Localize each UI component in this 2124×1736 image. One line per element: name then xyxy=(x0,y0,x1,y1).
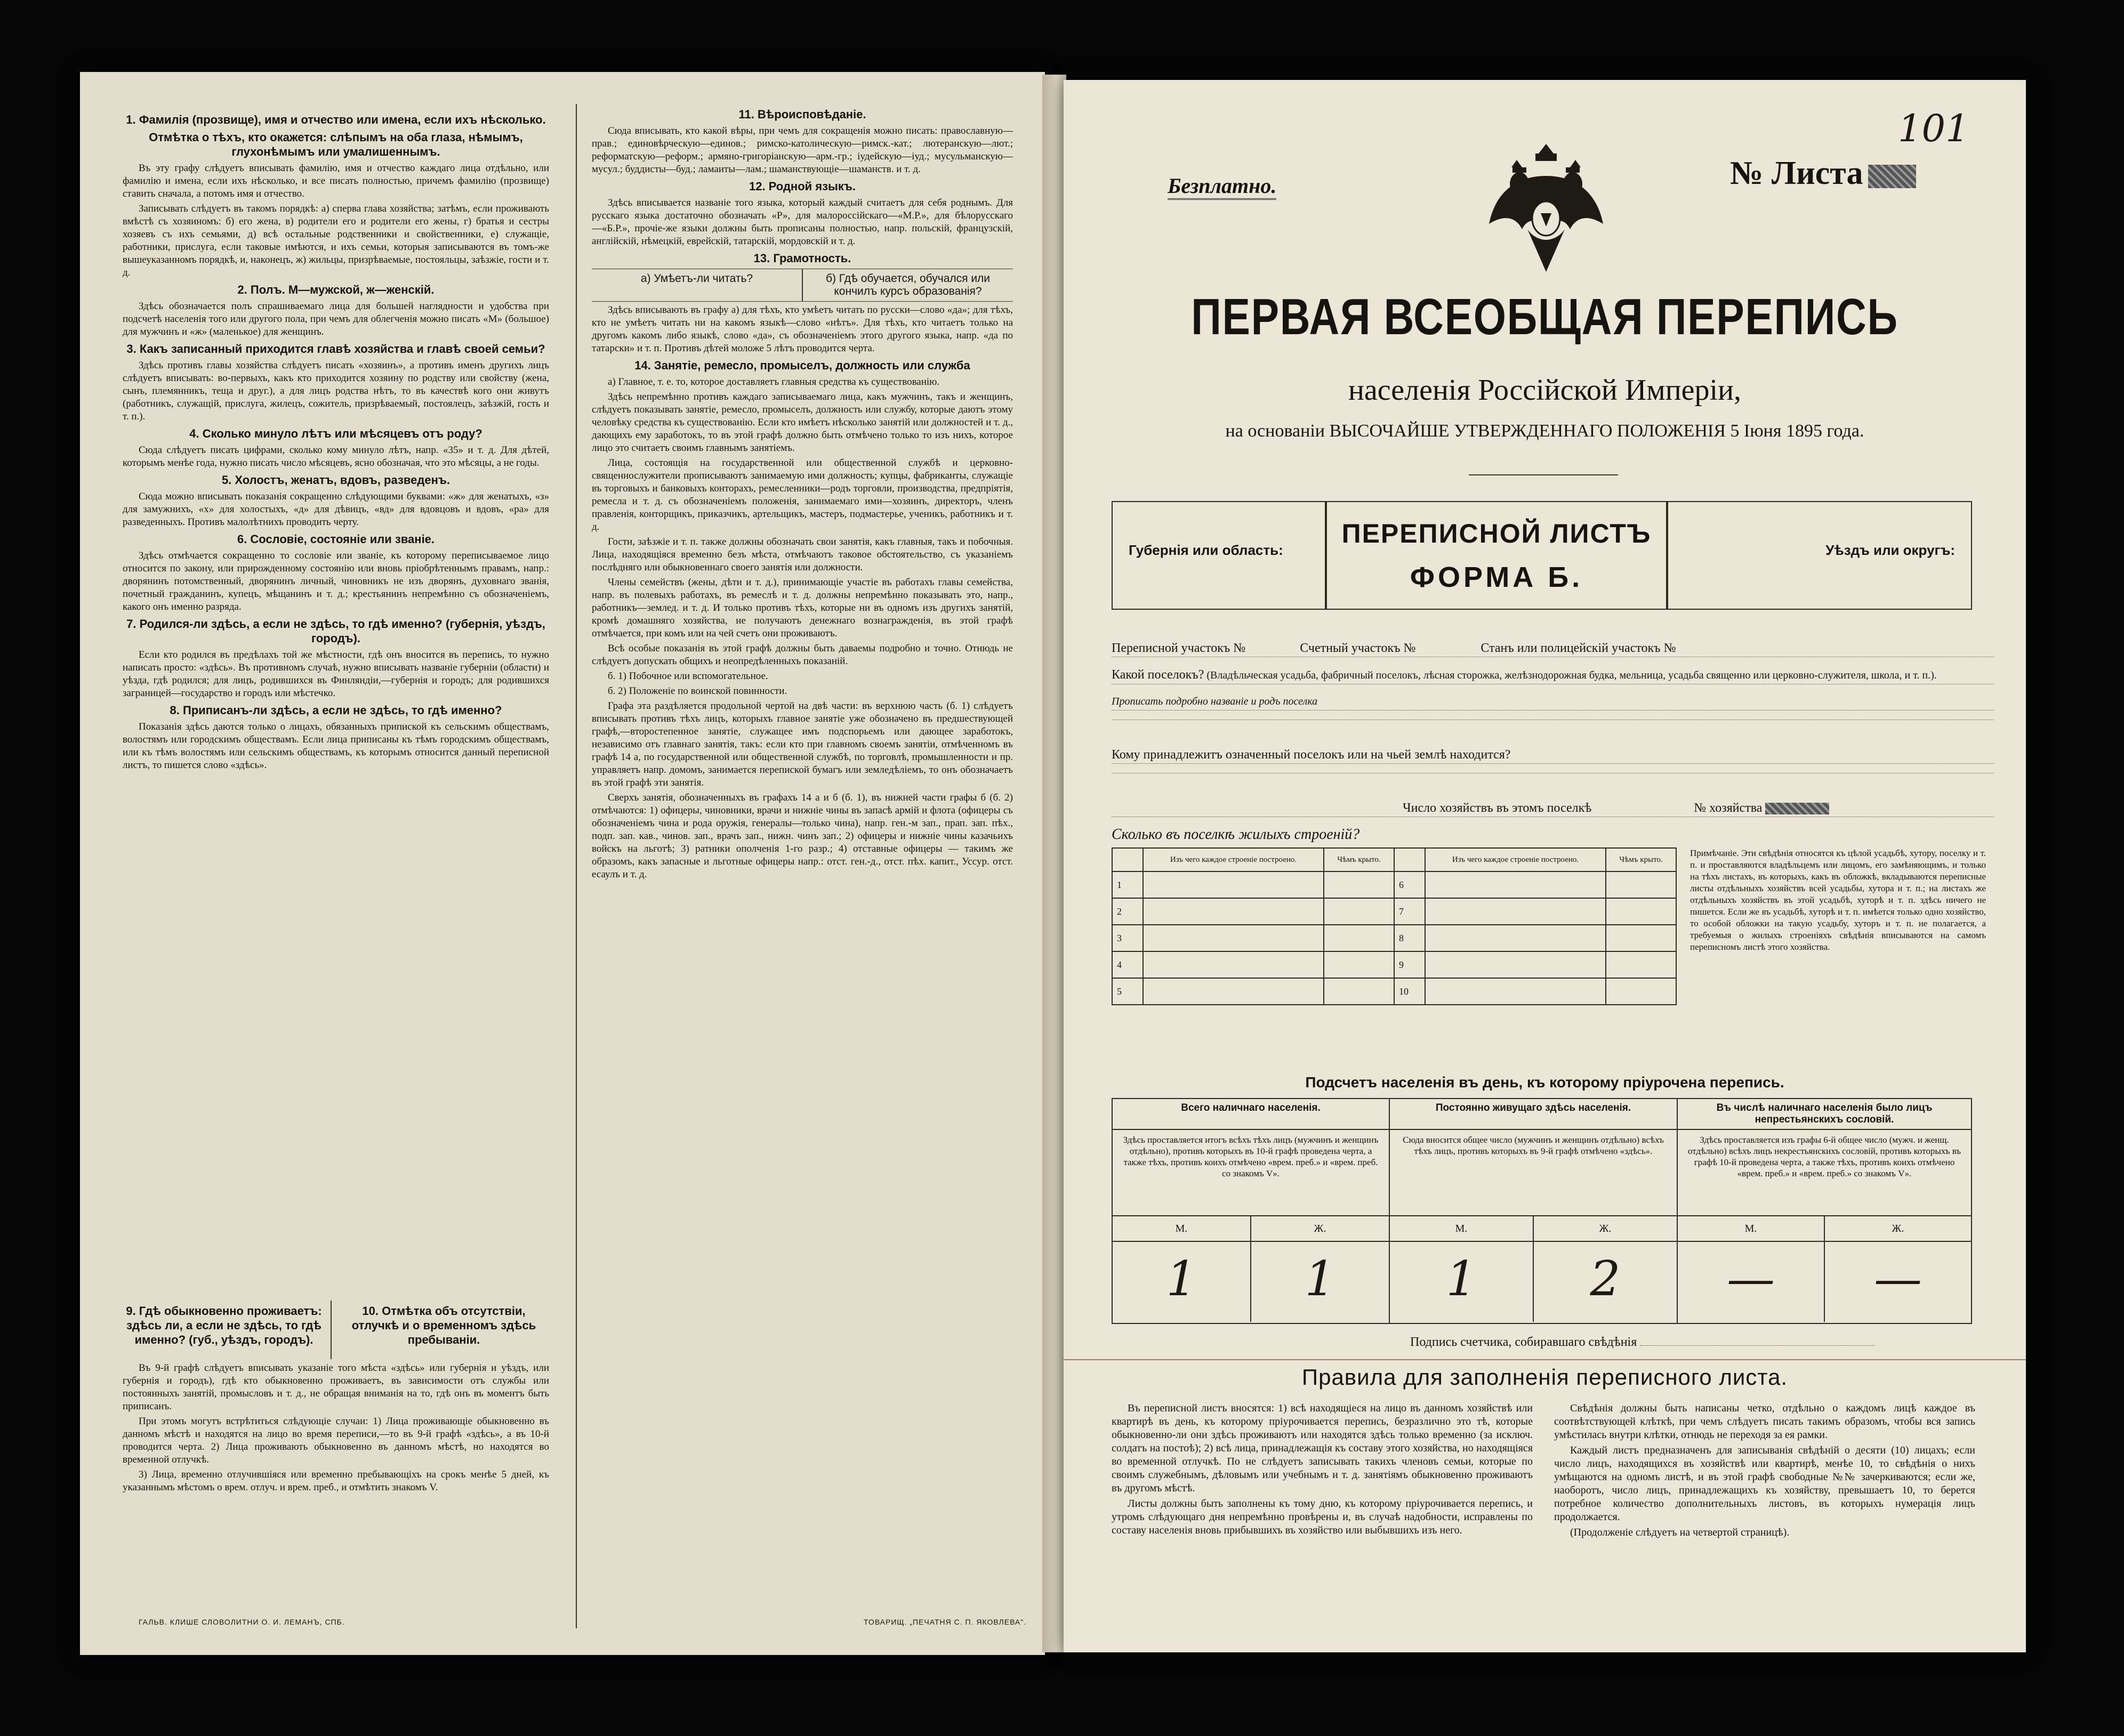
table-row xyxy=(1112,978,1676,1005)
building-number: 10 xyxy=(1394,978,1425,1005)
households-row: Число хозяйствъ въ этомъ поселкѣ № хозяйства xyxy=(1112,800,1994,817)
count-table xyxy=(1112,1098,1972,1324)
male-label: М. xyxy=(1678,1216,1825,1241)
imperial-eagle-emblem xyxy=(1485,139,1607,277)
buildings-material-header: Изъ чего каждое строеніе построено. xyxy=(1425,848,1606,871)
split-heading-a: а) Умѣетъ-ли читать? xyxy=(592,269,803,301)
building-material-cell xyxy=(1425,871,1606,898)
signature-row: Подпись счетчика, собиравшаго свѣдѣнія xyxy=(1410,1335,1874,1350)
building-material-cell xyxy=(1143,898,1324,925)
building-number: 8 xyxy=(1394,925,1425,951)
count-title: Подсчетъ населенія въ день, къ которому пріурочена перепись. xyxy=(1305,1074,1784,1091)
paragraph: Сюда можно вписывать показанія сокращенно слѣдующими буквами: «ж» для женатыхъ, «з» для замужнихъ, «х» для холостыхъ, «д» для дѣвицъ, «вд» для вдовцовъ и вдовъ, «ра» для разведенныхъ. Противъ малолѣтнихъ проводить черту. xyxy=(123,491,549,528)
section-heading: 13. Грамотность. xyxy=(753,252,851,265)
paragraph: Здѣсь вписывается названіе того языка, который каждый считаетъ для себя роднымъ. Для русскаго языка достаточно обозначать «Р», для малороссійскаго—«М.Р.», для бѣлорусскаго—«Б.Р.», прочіе-же языки должны быть прописаны полностью, напр. польскій, французскій, англійскій, нѣмецкій, еврейскій, татарскій, мордовскій и т. д. xyxy=(592,197,1013,247)
paragraph: б. 2) Положеніе по воинской повинности. xyxy=(608,685,787,697)
rules-title: Правила для заполненія переписного листа. xyxy=(1301,1364,1788,1390)
form-title: ПЕРЕПИСНОЙ ЛИСТЪ xyxy=(1341,519,1652,548)
title-rule xyxy=(1469,474,1618,475)
rule-paragraph: Въ переписной листъ вносятся: 1) всѣ находящіеся на лицо въ данномъ хозяйствѣ или квартирѣ въ день, къ которому пріурочивается перепись, безразлично это тѣ, которые обыкновенно-ли они здѣсь проживаютъ или находятся здѣсь только временно (за исключ. солдатъ на постоѣ); 2) всѣ лица, принадлежащія къ составу этого хозяйства, но находящіяся во временной отлучкѣ. По не слѣдуетъ записывать такихъ членовъ семьи, которые по своимъ служебнымъ, дѣловымъ или учебнымъ и т. д. занятіямъ обыкновенно проживаютъ въ другомъ мѣстѣ. xyxy=(1112,1402,1533,1494)
building-material-cell xyxy=(1425,951,1606,978)
buildings-label: Сколько въ поселкѣ жилыхъ строеній? xyxy=(1112,826,1360,843)
paragraph: 3) Лица, временно отлучившіяся или временно пребывающіхъ на срокъ менѣе 5 дней, къ указаннымъ мѣстомъ о врем. отлуч. и врем. преб., и отмѣтить знакомъ V. xyxy=(123,1469,549,1493)
female-count: 2 xyxy=(1590,1251,1621,1307)
paragraph: Въ эту графу слѣдуетъ вписывать фамилію, имя и отчество каждаго лица отдѣльно, или фамилію и имена, если ихъ нѣсколько, и все писать полностью, причемъ фамилію (прозвище) ставить сначала, а потомъ имя и отчество. xyxy=(123,163,549,199)
section-heading: 11. Вѣроисповѣданіе. xyxy=(738,108,866,121)
paragraph: Сюда вписывать, кто какой вѣры, при чемъ для сокращенія можно писать: православную—прав.; единовѣрческую—единов.; римско-католическую—римск.-кат.; лютеранскую—лют.; реформатскую—реформ.; армяно-григоріанскую—арм.-гр.; іудейскую—іуд.; мусульманскую—мусул.; буддисты—буд.; ламаиты—лам.; шаманствующіе—шаманств. и т. д. xyxy=(592,125,1013,175)
male-count: — xyxy=(1678,1242,1825,1322)
rule-paragraph: Свѣдѣнія должны быть написаны четко, отдѣльно о каждомъ лицѣ каждое въ соотвѣтствующей клѣткѣ, при чемъ слѣдуетъ писать такимъ образомъ, чтобы вся запись умѣстилась внутри клѣтки, отнюдь не переходя за ея рамки. xyxy=(1554,1402,1975,1441)
female-label: Ж. xyxy=(1314,1223,1326,1234)
census-subtitle: населенія Россійской Имперіи, xyxy=(1348,374,1742,407)
section-heading: 4. Сколько минуло лѣтъ или мѣсяцевъ отъ роду? xyxy=(189,427,482,440)
heading-10 xyxy=(339,1301,549,1359)
split-heading-b: б) Гдѣ обучается, обучался или кончилъ курсъ образованія? xyxy=(825,272,991,297)
building-material-cell xyxy=(1425,978,1606,1005)
female-label: Ж. xyxy=(1599,1223,1612,1234)
left-column-1-bottom xyxy=(123,1362,549,1596)
male-label: М. xyxy=(1113,1216,1251,1241)
male-count: 1 xyxy=(1390,1242,1534,1322)
count-column-header: Въ числѣ наличнаго населенія было лицъ непрестьянскихъ сословій. xyxy=(1678,1099,1971,1130)
sex-header-row xyxy=(1390,1215,1677,1242)
paragraph: Всѣ особые показанія въ этой графѣ должны быть даваемы подробно и точно. Отнюдь не слѣдуетъ допускать общихъ и неопредѣленныхъ показаній. xyxy=(592,643,1013,667)
guberniya-box xyxy=(1112,501,1327,610)
section-heading: 12. Родной языкъ. xyxy=(749,180,856,193)
rule-paragraph: Каждый листъ предназначенъ для записыванія свѣдѣній о десяти (10) лицахъ; если число лицъ, находящихся въ хозяйствѣ или квартирѣ, менѣе 10, то свѣдѣнія о нихъ умѣщаются на одномъ листѣ, и въ этой графѣ свободные №№ зачеркиваются; если же, наоборотъ, число лицъ, принадлежащихъ къ хозяйству, превышаетъ 10, то берется потребное количество дополнительныхъ листовъ, въ которыхъ нумерація лицъ продолжается. xyxy=(1554,1444,1975,1523)
section-heading: 5. Холостъ, женатъ, вдовъ, разведенъ. xyxy=(221,473,450,487)
building-roof-cell xyxy=(1324,925,1394,951)
paragraph: Здѣсь непремѣнно противъ каждаго записываемаго лица, какъ мужчинъ, такъ и женщинъ, слѣдуетъ показывать занятіе, ремесло, промыселъ, должность или службу, которые даютъ этому человѣку средства къ существованію. Если кто имѣетъ нѣсколько занятій или должностей и т. д., дающихъ ему заработокъ, то въ этой графѣ должно быть отмѣчено только то изъ нихъ, которое лицо это считаетъ своимъ главнымъ занятіемъ. xyxy=(592,391,1013,454)
building-roof-cell xyxy=(1606,951,1676,978)
paragraph: При этомъ могутъ встрѣтиться слѣдующіе случаи: 1) Лица проживающіе обыкновенно въ данномъ мѣстѣ и находятся на лицо во время переписи,—то въ 9-й графѣ «здѣсь», а въ 10-й проводится черта. 2) Лица проживають обыкновенно въ данномъ мѣстѣ, но находятся во временной отлучкѣ. xyxy=(123,1416,549,1465)
building-roof-cell xyxy=(1606,925,1676,951)
paragraph: б. 1) Побочное или вспомогательное. xyxy=(608,671,768,682)
paragraph: Графа эта раздѣляется продольной чертой на двѣ части: въ верхнюю часть (б. 1) слѣдуетъ вписывать противъ тѣхъ лицъ, которыхъ главное занятіе уже обозначено въ предшествующей графѣ,—второстепенное занятіе, служащее имъ подспорьемъ или дающее заработокъ, независимо отъ главнаго занятія, такъ: если кто при главномъ своемъ занятіи, отмѣченномъ въ графѣ 14 а, по государственной или общественной службѣ, по торговлѣ, промышленности и пр. управляетъ напр. домомъ, занимается перепиской бумагъ или земледѣліемъ, то онъ обозначаетъ въ этой графѣ эти занятія. xyxy=(592,700,1013,788)
table-row xyxy=(1112,951,1676,978)
count-values-row xyxy=(1113,1242,1389,1322)
table-row xyxy=(1112,925,1676,951)
paragraph: Здѣсь противъ главы хозяйства слѣдуетъ писать «хозяинъ», а противъ именъ другихъ лицъ слѣдуетъ вписывать: во-первыхъ, какъ кто приходится хозяину по родству или свойству (жена, сынъ, племянникъ, теща и друг.), а для лицъ родства нѣтъ, то въ качествѣ кого они живутъ (работникъ, служащій, прислуга, жилецъ, сожитель, призрѣваемый, постоялецъ, заѣзжій, гость и т. п.). xyxy=(123,360,549,422)
heading-9-text: 9. Гдѣ обыкновенно проживаетъ: здѣсь ли, а если не здѣсь, то гдѣ именно? (губ., уѣздъ, городъ). xyxy=(126,1304,322,1346)
section-heading: 6. Сословіе, состояніе или званіе. xyxy=(237,532,435,546)
free-label: Безплатно. xyxy=(1168,173,1276,200)
paragraph: Если кто родился въ предѣлахъ той же мѣстности, гдѣ онъ вносится въ перепись, то нужно написать просто: «здѣсь». Въ противномъ случаѣ, нужно вписывать названіе губерніи (области) и уѣзда, гдѣ родился; для лицъ, родившихся въ Финляндіи,—губернія и городъ; для родившихся заграницей—государство и городъ или мѣстечко. xyxy=(123,649,549,699)
female-count: — xyxy=(1874,1251,1922,1307)
buildings-roof-header: Чѣмъ крыто. xyxy=(1606,848,1676,871)
imprint-right: ТОВАРИЩ. „ПЕЧАТНЯ С. П. ЯКОВЛЕВА". xyxy=(864,1618,1027,1626)
male-label: М. xyxy=(1390,1216,1534,1241)
fold-line xyxy=(1064,1359,2026,1360)
sex-header-row xyxy=(1113,1215,1389,1242)
sex-header-row xyxy=(1678,1215,1971,1242)
building-roof-cell xyxy=(1606,978,1676,1005)
paragraph: Сверхъ занятія, обозначенныхъ въ графахъ 14 а и б (б. 1), въ нижней части графы б (б. 2) отмѣчаются: 1) офицеры, чиновники, врачи и нижніе чины въ запасѣ армій и флота (офицеры съ обозначеніемъ чина и рода оружія, генералы—только чина), напр. ген.-м зап., прап. зап. пѣх., подп. зап. кав., чинов. зап., врачъ зап., нижн. чинъ зап.; 2) офицеры и нижніе чины казачьихъ войскъ на льготѣ; 3) ратники ополченія 1-го разр.; 4) отставные офицеры — такимъ же образомъ, какъ запасные и льготные офицеры напр.: отст. ген.-д., отст. пѣх. капит., Уссур. отст. есаулъ и т. д. xyxy=(592,792,1013,880)
count-column-description: Здѣсь проставляется итогъ всѣхъ тѣхъ лицъ (мужчинъ и женщинъ отдѣльно), противъ которыхъ въ 10-й графѣ проведена черта, а также тѣхъ, противъ коихъ отмѣчено «врем. преб.» и «врем. преб. со знакомъ V». xyxy=(1123,1135,1379,1178)
buildings-material-header: Изъ чего каждое строеніе построено. xyxy=(1143,848,1324,871)
table-row xyxy=(1112,898,1676,925)
heading-9 xyxy=(123,1301,325,1359)
paragraph: Здѣсь отмѣчается сокращенно то сословіе или званіе, къ которому переписываемое лицо относится по закону, или прирожденному состоянію или вновь пріобрѣтеннымъ правамъ, напр.: дворянинъ потомственный, дворянинъ личный, чиновникъ не изъ дворянъ, духовнаго званія, почетный гражданинъ, купецъ, мѣщанинъ и т. д.; крестьянинъ непремѣнно съ обозначеніемъ, какого онъ именно разряда. xyxy=(123,550,549,612)
left-column-1 xyxy=(123,109,549,1298)
rules-column-1 xyxy=(1112,1402,1533,1631)
building-roof-cell xyxy=(1606,898,1676,925)
building-number: 2 xyxy=(1112,898,1143,925)
section-heading: 14. Занятіе, ремесло, промыселъ, должность или служба xyxy=(634,359,970,372)
building-number: 5 xyxy=(1112,978,1143,1005)
building-number: 1 xyxy=(1112,871,1143,898)
paragraph: Показанія здѣсь даются только о лицахъ, обязанныхъ припиской къ сельскимъ обществамъ, волостямъ или городскимъ обществамъ. Если лица приписаны къ тѣмъ городскимъ обществамъ, или къ тѣмъ волостямъ или сельскимъ обществамъ, къ которымъ относится данный переписной листъ, то пишется слово «здѣсь». xyxy=(123,721,549,771)
rule-paragraph: (Продолженіе слѣдуетъ на четвертой страницѣ). xyxy=(1570,1527,1790,1538)
section-heading: Отмѣтка о тѣхъ, кто окажется: слѣпымъ на оба глаза, нѣмымъ, глухонѣмымъ или умалишеннымъ. xyxy=(149,131,523,158)
paragraph: Сюда слѣдуетъ писать цифрами, сколько кому минуло лѣтъ, напр. «35» и т. д. Для дѣтей, которымъ менѣе года, нужно писать число мѣсяцевъ, ясно обозначая, что это мѣсяцы, а не годы. xyxy=(123,445,549,469)
owner-row: Кому принадлежитъ означенный поселокъ или на чьей землѣ находится? xyxy=(1112,746,1994,764)
building-material-cell xyxy=(1143,925,1324,951)
section-heading: 2. Полъ. М—мужской, ж—женскій. xyxy=(237,283,435,296)
book-gutter xyxy=(1042,75,1066,1652)
guberniya-label: Губернія или область: xyxy=(1129,542,1283,558)
paragraph: Въ 9-й графѣ слѣдуетъ вписывать указаніе того мѣста «здѣсь» или губернія и уѣздъ, или губернія и городъ), гдѣ кто обыкновенно проживаетъ, въ зависимости отъ службы или постоянныхъ занятій, промысловъ и т. д., не обращая вниманія на то, гдѣ онъ въ моментъ быть приписанъ. xyxy=(123,1362,549,1412)
table-row xyxy=(1112,871,1676,898)
rule-paragraph: Листы должны быть заполнены къ тому дню, къ которому пріурочивается перепись, и утромъ слѣдующаго дня непремѣнно провѣрены и, въ случаѣ надобности, исправлены по составу населенія вновь прибывшихъ въ хозяйство или выбывшихъ изъ него. xyxy=(1112,1498,1533,1536)
folio-number: 101 xyxy=(1898,107,1969,150)
buildings-table xyxy=(1112,847,1677,1005)
split-heading xyxy=(592,269,1013,302)
count-column-header: Постоянно живущаго здѣсь населенія. xyxy=(1390,1099,1677,1130)
building-roof-cell xyxy=(1606,871,1676,898)
count-column xyxy=(1390,1099,1678,1323)
building-roof-cell xyxy=(1324,871,1394,898)
form-subtitle: ФОРМА Б. xyxy=(1410,561,1583,593)
imprint-left: ГАЛЬВ. КЛИШЕ СЛОВОЛИТНИ О. И. ЛЕМАНЪ, СПБ. xyxy=(139,1618,345,1626)
buildings-roof-header: Чѣмъ крыто. xyxy=(1324,848,1394,871)
count-column-header: Всего наличнаго населенія. xyxy=(1113,1099,1389,1130)
redaction-box xyxy=(1868,165,1916,188)
settlement-row: Какой поселокъ? (Владѣльческая усадьба, фабричный поселокъ, лѣсная сторожка, желѣзнодорожная будка, мельница, усадьба священно или церковно-служителя, школа, и т. п.). xyxy=(1112,666,1994,684)
paragraph: Гости, заѣзжіе и т. п. также должны обозначать свои занятія, какъ главныя, такъ и побочныя. Лица, находящіяся временно безъ мѣста, отмѣчаютъ таковое обстоятельство, съ указаніемъ послѣдняго или обыкновеннаго своего занятія или должности. xyxy=(592,536,1013,573)
building-number: 4 xyxy=(1112,951,1143,978)
building-number: 6 xyxy=(1394,871,1425,898)
building-material-cell xyxy=(1425,898,1606,925)
redaction-box xyxy=(1765,803,1829,814)
building-material-cell xyxy=(1425,925,1606,951)
district-row: Переписной участокъ № Счетный участокъ № Станъ или полицейскій участокъ № xyxy=(1112,640,1994,657)
heading-10-text: 10. Отмѣтка объ отсутствіи, отлучкѣ и о временномъ здѣсь пребываніи. xyxy=(351,1304,536,1346)
buildings-note: Примѣчаніе. Эти свѣдѣнія относятся къ цѣлой усадьбѣ, хутору, поселку и т. п. и проставляются владѣльцемъ или лицомъ, его замѣняющимъ, и только на тѣхъ листахъ, въ которыхъ, какъ въ обложкѣ, вкладываются переписные листы отдѣльныхъ хозяйствъ всей усадьбы, хутора и т. п.; на листахъ же отдѣльныхъ хозяйствъ въ этой усадьбѣ, хуторѣ и т. п. здѣсь ничего не пишется. Если же въ усадьбѣ, хуторѣ и т. п. имѣется только одно хозяйство, то особой обложки на такую усадьбу, хуторъ и т. п. не полагается, а требуемыя о жилыхъ строеніяхъ свѣдѣнія вписываются на самомъ переписномъ листѣ этого хозяйства. xyxy=(1690,848,1986,952)
building-roof-cell xyxy=(1324,951,1394,978)
building-material-cell xyxy=(1143,978,1324,1005)
male-count: 1 xyxy=(1113,1242,1251,1322)
uezd-box xyxy=(1666,501,1972,610)
building-number: 9 xyxy=(1394,951,1425,978)
paragraph: Здѣсь вписывають въ графу а) для тѣхъ, кто умѣетъ читать по русски—слово «да»; для тѣхъ, кто не умѣетъ читать ни на какомъ языкѣ—слово «нѣтъ». Для тѣхъ, кто читаетъ только на другомъ какомъ либо языкѣ, слово «да», съ обозначеніемъ этого другого языка, напр. «да по татарски» и т. п. Противъ дѣтей моложе 5 лѣтъ проводится черта. xyxy=(592,304,1013,354)
building-number: 3 xyxy=(1112,925,1143,951)
count-column xyxy=(1678,1099,1971,1323)
paragraph: Члены семействъ (жены, дѣти и т. д.), принимающіе участіе въ работахъ главы семейства, напр. въ полевыхъ работахъ, въ ремеслѣ и т. д. должны непремѣнно показывать это, напр., работникъ—землед. и т. д. И только противъ тѣхъ, которые ни въ одномъ изъ другихъ занятій, кромѣ домашняго хозяйства, не получаютъ денежнаго вознагражденія, въ этой графѣ отмѣчается, при комъ или на чей счетъ они проживаютъ. xyxy=(592,577,1013,639)
census-basis: на основаніи ВЫСОЧАЙШЕ УТВЕРЖДЕННАГО ПОЛОЖЕНІЯ 5 Іюня 1895 года. xyxy=(1225,421,1864,441)
census-title: ПЕРВАЯ ВСЕОБЩАЯ ПЕРЕПИСЬ xyxy=(1191,288,1898,345)
paragraph: Лица, состоящія на государственной или общественной службѣ и церковно-священнослужители прописываютъ занимаемую ими должность; купцы, фабриканты, служащіе въ торговыхъ и банковыхъ конторахъ, ремесленники—родъ торговли, производства, предпріятія, ремесла и т. д. съ обозначеніемъ положенія, занимаемаго ими—хозяинъ, директоръ, членъ правленія, конторщикъ, приказчикъ, артельщикъ, мастеръ, подмастерье, ученикъ, работникъ и т. д. xyxy=(592,457,1013,532)
count-values-row xyxy=(1390,1242,1677,1322)
column-divider-9-10 xyxy=(331,1301,332,1359)
sheet-number-label: № Листа xyxy=(1730,155,1916,192)
building-roof-cell xyxy=(1324,978,1394,1005)
section-heading: 3. Какъ записанный приходится главѣ хозяйства и главѣ своей семьи? xyxy=(126,342,545,356)
count-column-description: Сюда вносится общее число (мужчинъ и женщинъ отдѣльно) всѣхъ тѣхъ лицъ, противъ которыхъ въ 9-й графѣ отмѣчено «здѣсь». xyxy=(1403,1135,1664,1156)
building-number: 7 xyxy=(1394,898,1425,925)
uezd-label: Уѣздъ или округъ: xyxy=(1825,542,1955,558)
building-material-cell xyxy=(1143,951,1324,978)
count-values-row xyxy=(1678,1242,1971,1322)
female-label: Ж. xyxy=(1892,1223,1904,1234)
paragraph: а) Главное, т. е. то, которое доставляетъ главныя средства къ существованію. xyxy=(608,376,940,387)
section-heading: 1. Фамилія (прозвище), имя и отчество или имена, если ихъ нѣсколько. xyxy=(126,113,546,126)
left-column-2 xyxy=(592,104,1013,1628)
count-column-description: Здѣсь проставляется изъ графы 6-й общее число (мужч. и женщ. отдѣльно) всѣхъ лицъ некрестьянскихъ сословій, противъ которыхъ въ графѣ 10-й проведена черта, а также тѣхъ, противъ коихъ отмѣчено «врем. преб.» и «врем. преб.» со знакомъ V». xyxy=(1687,1135,1961,1178)
building-material-cell xyxy=(1143,871,1324,898)
column-rule xyxy=(576,104,577,1628)
form-box xyxy=(1325,501,1668,610)
buildings-table-body xyxy=(1112,871,1676,1005)
count-column xyxy=(1113,1099,1390,1323)
rules-column-2 xyxy=(1554,1402,1975,1631)
section-heading: 7. Родился-ли здѣсь, а если не здѣсь, то гдѣ именно? (губернія, уѣздъ, городъ). xyxy=(126,617,545,645)
left-page xyxy=(80,72,1045,1655)
paragraph: Записывать слѣдуетъ въ такомъ порядкѣ: а) сперва глава хозяйства; затѣмъ, если проживають вмѣстѣ съ хозяиномъ: б) его жена, в) родители его и родители его жены, г) братья и сестры хозяевъ съ ихъ семьями, д) всѣ остальные родственники и свойственники, е) служащіе, работники, прислуга, если таковые имѣются, и ихъ семьи, которыя записываются въ томъ-же вышеуказанномъ порядкѣ, и, наконецъ, ж) жильцы, призрѣваемые, постояльцы, заѣзжіе, гости и т. д. xyxy=(123,203,549,278)
building-roof-cell xyxy=(1324,898,1394,925)
settlement-hint-row: Прописать подробно названіе и родъ поселка xyxy=(1112,693,1994,710)
right-page xyxy=(1064,80,2026,1652)
section-heading: 8. Приписанъ-ли здѣсь, а если не здѣсь, то гдѣ именно? xyxy=(170,704,502,717)
paragraph: Здѣсь обозначается полъ спрашиваемаго лица для большей наглядности и удобства при подсчетѣ населенія того или другого пола, при чемъ для облегченія можно писать «М» (большое) для мужчинъ и «ж» (маленькое) для женщинъ. xyxy=(123,301,549,337)
female-count: 1 xyxy=(1305,1251,1335,1307)
